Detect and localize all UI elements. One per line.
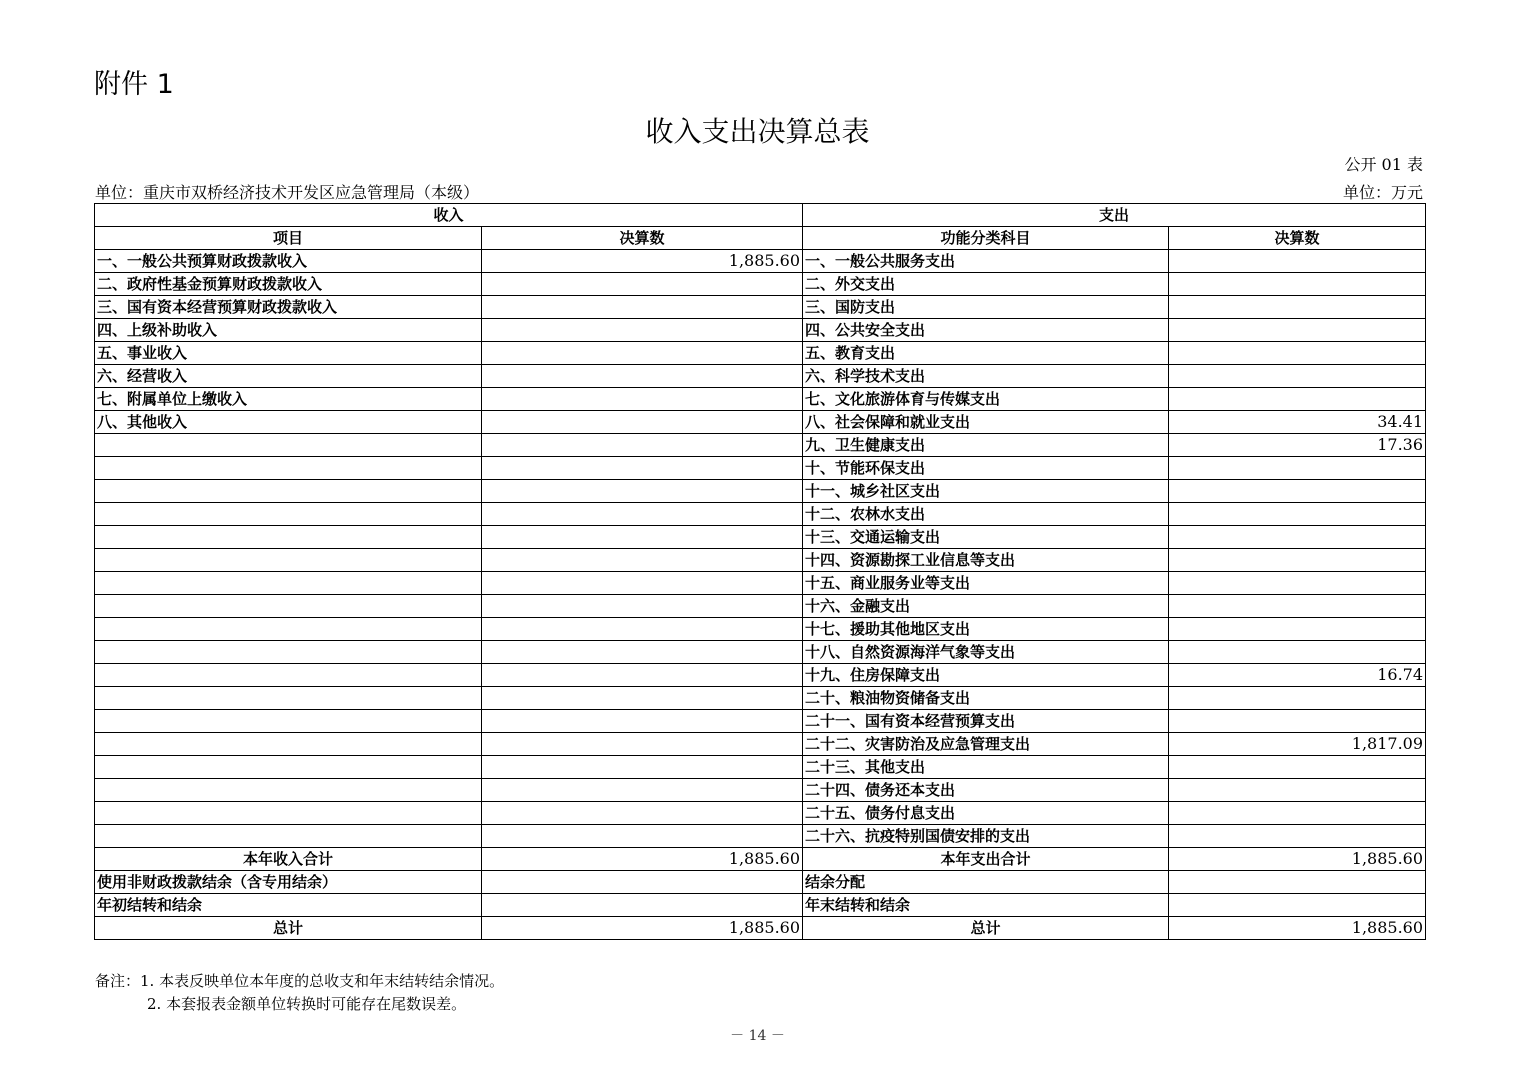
income-item-amount bbox=[482, 273, 803, 296]
income-item-label: 四、上级补助收入 bbox=[95, 319, 482, 342]
expense-item-label: 十四、资源勘探工业信息等支出 bbox=[803, 549, 1169, 572]
income-item-amount bbox=[482, 411, 803, 434]
expense-item-amount bbox=[1169, 457, 1426, 480]
table-row bbox=[95, 388, 1426, 411]
unit-organization: 单位：重庆市双桥经济技术开发区应急管理局（本级） bbox=[95, 183, 480, 202]
income-item-amount bbox=[482, 802, 803, 825]
income-item-amount bbox=[482, 733, 803, 756]
expense-item-label: 八、社会保障和就业支出 bbox=[803, 411, 1169, 434]
expense-item-label: 十九、住房保障支出 bbox=[803, 664, 1169, 687]
expense-item-amount bbox=[1169, 296, 1426, 319]
income-item-label bbox=[95, 503, 482, 526]
expense-item-amount bbox=[1169, 756, 1426, 779]
expense-item-label: 二十四、债务还本支出 bbox=[803, 779, 1169, 802]
income-item-label bbox=[95, 457, 482, 480]
note-line-1: 备注：1. 本表反映单位本年度的总收支和年末结转结余情况。 bbox=[95, 972, 505, 990]
form-number: 公开 01 表 bbox=[1344, 155, 1423, 174]
expense-item-amount: 16.74 bbox=[1169, 664, 1426, 687]
income-item-amount bbox=[482, 664, 803, 687]
table-header-row-1 bbox=[95, 204, 1426, 227]
item-column-header: 项目 bbox=[95, 227, 482, 250]
expense-item-amount bbox=[1169, 572, 1426, 595]
income-item-label bbox=[95, 733, 482, 756]
income-item-label bbox=[95, 664, 482, 687]
income-amount-column-header: 决算数 bbox=[482, 227, 803, 250]
income-item-label: 一、一般公共预算财政拨款收入 bbox=[95, 250, 482, 273]
summary-expense-label: 本年支出合计 bbox=[803, 848, 1169, 871]
expense-item-label: 六、科学技术支出 bbox=[803, 365, 1169, 388]
page-title: 收入支出决算总表 bbox=[645, 115, 870, 148]
expense-item-label: 十七、援助其他地区支出 bbox=[803, 618, 1169, 641]
expense-item-amount bbox=[1169, 549, 1426, 572]
expense-item-amount bbox=[1169, 687, 1426, 710]
expense-item-label: 一、一般公共服务支出 bbox=[803, 250, 1169, 273]
expense-item-label: 二十三、其他支出 bbox=[803, 756, 1169, 779]
function-item-column-header: 功能分类科目 bbox=[803, 227, 1169, 250]
expense-item-label: 十二、农林水支出 bbox=[803, 503, 1169, 526]
income-item-amount bbox=[482, 710, 803, 733]
expense-item-label: 十、节能环保支出 bbox=[803, 457, 1169, 480]
income-item-label bbox=[95, 526, 482, 549]
table-row bbox=[95, 572, 1426, 595]
expense-item-label: 二十二、灾害防治及应急管理支出 bbox=[803, 733, 1169, 756]
expense-item-label: 二十六、抗疫特别国债安排的支出 bbox=[803, 825, 1169, 848]
income-item-label bbox=[95, 618, 482, 641]
expense-item-amount bbox=[1169, 825, 1426, 848]
summary-income-amount bbox=[482, 871, 803, 894]
table-row bbox=[95, 595, 1426, 618]
table-row bbox=[95, 434, 1426, 457]
table-row bbox=[95, 273, 1426, 296]
summary-income-amount bbox=[482, 894, 803, 917]
expense-item-amount bbox=[1169, 342, 1426, 365]
page-number: － 14 － bbox=[730, 1028, 785, 1044]
income-item-amount bbox=[482, 480, 803, 503]
income-item-amount bbox=[482, 779, 803, 802]
income-item-amount bbox=[482, 756, 803, 779]
table-row bbox=[95, 756, 1426, 779]
expense-amount-column-header: 决算数 bbox=[1169, 227, 1426, 250]
summary-row bbox=[95, 894, 1426, 917]
attachment-label: 附件 1 bbox=[94, 69, 174, 100]
table-row bbox=[95, 802, 1426, 825]
income-item-amount bbox=[482, 365, 803, 388]
expense-item-amount bbox=[1169, 710, 1426, 733]
expense-item-label: 十一、城乡社区支出 bbox=[803, 480, 1169, 503]
summary-row bbox=[95, 871, 1426, 894]
income-item-label bbox=[95, 434, 482, 457]
summary-expense-amount bbox=[1169, 894, 1426, 917]
notes bbox=[95, 970, 504, 1016]
expense-header: 支出 bbox=[803, 204, 1426, 227]
income-item-label bbox=[95, 825, 482, 848]
expense-item-amount: 1,817.09 bbox=[1169, 733, 1426, 756]
summary-expense-amount: 1,885.60 bbox=[1169, 917, 1426, 940]
income-item-label bbox=[95, 710, 482, 733]
table-row bbox=[95, 641, 1426, 664]
table-row bbox=[95, 457, 1426, 480]
expense-item-amount bbox=[1169, 503, 1426, 526]
table-row bbox=[95, 503, 1426, 526]
income-item-label: 八、其他收入 bbox=[95, 411, 482, 434]
expense-item-label: 九、卫生健康支出 bbox=[803, 434, 1169, 457]
expense-item-label: 二十、粮油物资储备支出 bbox=[803, 687, 1169, 710]
expense-item-label: 二十一、国有资本经营预算支出 bbox=[803, 710, 1169, 733]
table-row bbox=[95, 825, 1426, 848]
summary-row bbox=[95, 848, 1426, 871]
table-row bbox=[95, 779, 1426, 802]
income-item-amount bbox=[482, 618, 803, 641]
income-item-amount bbox=[482, 825, 803, 848]
income-item-amount bbox=[482, 641, 803, 664]
expense-item-amount bbox=[1169, 526, 1426, 549]
summary-income-amount: 1,885.60 bbox=[482, 917, 803, 940]
table-row bbox=[95, 618, 1426, 641]
expense-item-label: 七、文化旅游体育与传媒支出 bbox=[803, 388, 1169, 411]
expense-item-amount bbox=[1169, 319, 1426, 342]
income-item-label bbox=[95, 756, 482, 779]
expense-item-amount bbox=[1169, 365, 1426, 388]
income-item-amount bbox=[482, 503, 803, 526]
table-row bbox=[95, 526, 1426, 549]
income-item-amount bbox=[482, 434, 803, 457]
table-row bbox=[95, 687, 1426, 710]
expense-item-amount bbox=[1169, 595, 1426, 618]
table-row bbox=[95, 319, 1426, 342]
income-item-label: 三、国有资本经营预算财政拨款收入 bbox=[95, 296, 482, 319]
income-item-label bbox=[95, 802, 482, 825]
summary-expense-label: 总计 bbox=[803, 917, 1169, 940]
summary-income-amount: 1,885.60 bbox=[482, 848, 803, 871]
income-item-label: 二、政府性基金预算财政拨款收入 bbox=[95, 273, 482, 296]
expense-item-label: 十六、金融支出 bbox=[803, 595, 1169, 618]
income-item-amount bbox=[482, 687, 803, 710]
table-row bbox=[95, 296, 1426, 319]
table-row bbox=[95, 365, 1426, 388]
income-item-label bbox=[95, 641, 482, 664]
expense-item-label: 二十五、债务付息支出 bbox=[803, 802, 1169, 825]
expense-item-amount bbox=[1169, 641, 1426, 664]
income-item-label bbox=[95, 572, 482, 595]
unit-currency: 单位：万元 bbox=[1342, 183, 1423, 202]
expense-item-amount bbox=[1169, 273, 1426, 296]
table-row bbox=[95, 664, 1426, 687]
income-item-label bbox=[95, 779, 482, 802]
income-header: 收入 bbox=[95, 204, 803, 227]
income-item-label: 七、附属单位上缴收入 bbox=[95, 388, 482, 411]
income-item-label bbox=[95, 549, 482, 572]
table-row bbox=[95, 549, 1426, 572]
expense-item-amount bbox=[1169, 802, 1426, 825]
expense-item-label: 五、教育支出 bbox=[803, 342, 1169, 365]
summary-row bbox=[95, 917, 1426, 940]
expense-item-amount: 34.41 bbox=[1169, 411, 1426, 434]
income-item-amount bbox=[482, 572, 803, 595]
summary-expense-label: 结余分配 bbox=[803, 871, 1169, 894]
summary-income-label: 本年收入合计 bbox=[95, 848, 482, 871]
income-item-label bbox=[95, 595, 482, 618]
income-expense-table bbox=[94, 203, 1426, 940]
summary-expense-amount: 1,885.60 bbox=[1169, 848, 1426, 871]
summary-expense-amount bbox=[1169, 871, 1426, 894]
income-item-label bbox=[95, 480, 482, 503]
expense-item-amount bbox=[1169, 250, 1426, 273]
expense-item-label: 三、国防支出 bbox=[803, 296, 1169, 319]
expense-item-label: 十五、商业服务业等支出 bbox=[803, 572, 1169, 595]
income-item-label bbox=[95, 687, 482, 710]
note-line-2: 2. 本套报表金额单位转换时可能存在尾数误差。 bbox=[147, 995, 467, 1013]
expense-item-amount bbox=[1169, 388, 1426, 411]
table-row bbox=[95, 480, 1426, 503]
table-row bbox=[95, 342, 1426, 365]
summary-income-label: 使用非财政拨款结余（含专用结余） bbox=[95, 871, 482, 894]
expense-item-label: 四、公共安全支出 bbox=[803, 319, 1169, 342]
income-item-label: 六、经营收入 bbox=[95, 365, 482, 388]
table-row bbox=[95, 250, 1426, 273]
income-item-amount bbox=[482, 526, 803, 549]
income-item-amount bbox=[482, 388, 803, 411]
expense-item-amount bbox=[1169, 618, 1426, 641]
income-item-label: 五、事业收入 bbox=[95, 342, 482, 365]
expense-item-amount bbox=[1169, 779, 1426, 802]
income-item-amount bbox=[482, 595, 803, 618]
table-row bbox=[95, 710, 1426, 733]
table-header-row-2 bbox=[95, 227, 1426, 250]
income-item-amount bbox=[482, 457, 803, 480]
income-item-amount bbox=[482, 549, 803, 572]
income-item-amount bbox=[482, 342, 803, 365]
expense-item-label: 二、外交支出 bbox=[803, 273, 1169, 296]
summary-income-label: 年初结转和结余 bbox=[95, 894, 482, 917]
table-row bbox=[95, 411, 1426, 434]
expense-item-amount: 17.36 bbox=[1169, 434, 1426, 457]
expense-item-label: 十三、交通运输支出 bbox=[803, 526, 1169, 549]
summary-income-label: 总计 bbox=[95, 917, 482, 940]
expense-item-label: 十八、自然资源海洋气象等支出 bbox=[803, 641, 1169, 664]
income-item-amount bbox=[482, 296, 803, 319]
summary-expense-label: 年末结转和结余 bbox=[803, 894, 1169, 917]
income-item-amount bbox=[482, 319, 803, 342]
income-item-amount: 1,885.60 bbox=[482, 250, 803, 273]
table-row bbox=[95, 733, 1426, 756]
expense-item-amount bbox=[1169, 480, 1426, 503]
